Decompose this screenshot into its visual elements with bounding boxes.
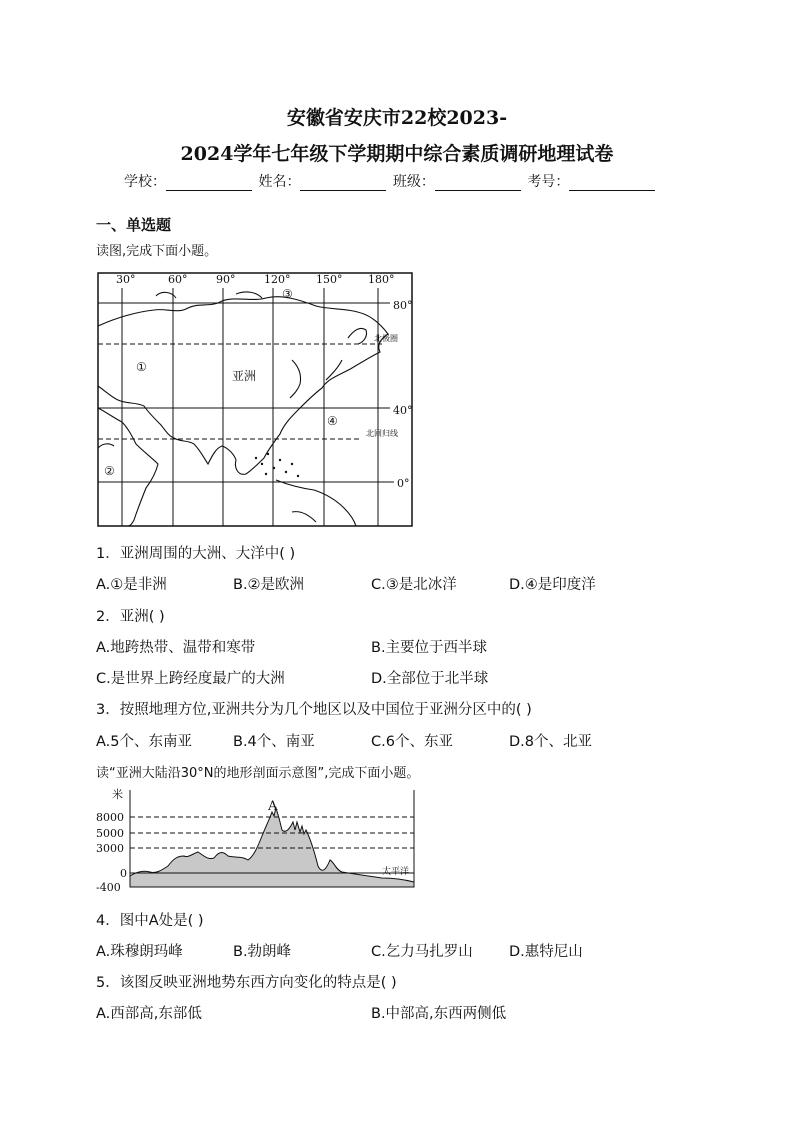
lat-label: 0° bbox=[397, 477, 410, 490]
question-4-stem: 4．图中A处是( ) bbox=[96, 913, 204, 929]
tropic-label: 北回归线 bbox=[366, 429, 398, 438]
profile-y-label: -400 bbox=[96, 881, 121, 894]
number-label: 考号： bbox=[527, 174, 570, 190]
profile-y-label: 3000 bbox=[96, 842, 124, 855]
lon-label: 30° bbox=[116, 273, 136, 286]
section-title: 一、单选题 bbox=[96, 216, 172, 234]
q3-option-a: A.5个、东南亚 bbox=[96, 734, 192, 750]
lon-label: 180° bbox=[368, 273, 395, 286]
lat-label: 80° bbox=[393, 299, 413, 312]
q3-option-c: C.6个、东亚 bbox=[371, 734, 453, 750]
class-label: 班级： bbox=[392, 174, 435, 190]
question-3-stem: 3．按照地理方位,亚洲共分为几个地区以及中国位于亚洲分区中的( ) bbox=[96, 702, 532, 718]
q1-option-d: D.④是印度洋 bbox=[509, 577, 596, 593]
marker-4: ④ bbox=[327, 414, 338, 428]
lat-label: 40° bbox=[393, 404, 413, 417]
q1-option-c: C.③是北冰洋 bbox=[371, 577, 457, 593]
q2-option-b: B.主要位于西半球 bbox=[371, 640, 488, 656]
profile-y-label: 5000 bbox=[96, 827, 124, 840]
q2-option-d: D.全部位于北半球 bbox=[371, 671, 489, 687]
q4-option-d: D.惠特尼山 bbox=[509, 944, 583, 960]
lon-label: 120° bbox=[264, 273, 291, 286]
asia-map bbox=[96, 268, 418, 530]
title-line-1: 安徽省安庆市22校2023- bbox=[286, 107, 508, 129]
name-blank bbox=[300, 176, 386, 191]
q1-option-b: B.②是欧洲 bbox=[233, 577, 305, 593]
q2-option-a: A.地跨热带、温带和寒带 bbox=[96, 640, 256, 656]
q4-option-b: B.勃朗峰 bbox=[233, 944, 292, 960]
asia-label: 亚洲 bbox=[232, 369, 257, 383]
class-blank bbox=[435, 176, 521, 191]
profile-y-label: 8000 bbox=[96, 811, 124, 824]
ocean-label: 太平洋 bbox=[382, 867, 410, 877]
profile-y-label: 0 bbox=[120, 867, 127, 880]
q3-option-d: D.8个、北亚 bbox=[509, 734, 592, 750]
q5-option-b: B.中部高,东西两侧低 bbox=[371, 1006, 507, 1022]
lon-label: 150° bbox=[316, 273, 343, 286]
q3-option-b: B.4个、南亚 bbox=[233, 734, 315, 750]
q1-option-a: A.①是非洲 bbox=[96, 577, 167, 593]
school-label: 学校： bbox=[124, 174, 166, 190]
intro-text-2: 读“亚洲大陆沿30°N的地形剖面示意图”,完成下面小题。 bbox=[96, 766, 420, 781]
title-line-2: 2024学年七年级下学期期中综合素质调研地理试卷 bbox=[180, 143, 614, 165]
marker-2: ② bbox=[104, 464, 115, 478]
school-blank bbox=[166, 176, 252, 191]
lon-label: 90° bbox=[216, 273, 236, 286]
peak-label: A bbox=[268, 799, 278, 814]
q5-option-a: A.西部高,东部低 bbox=[96, 1006, 202, 1022]
marker-3: ③ bbox=[282, 287, 293, 301]
q4-option-c: C.乞力马扎罗山 bbox=[371, 944, 473, 960]
profile-unit: 米 bbox=[112, 788, 123, 801]
q4-option-a: A.珠穆朗玛峰 bbox=[96, 944, 183, 960]
intro-text-1: 读图,完成下面小题。 bbox=[96, 244, 218, 259]
arctic-circle-label: 北极圈 bbox=[374, 334, 398, 343]
number-blank bbox=[569, 176, 655, 191]
question-5-stem: 5．该图反映亚洲地势东西方向变化的特点是( ) bbox=[96, 975, 397, 991]
q2-option-c: C.是世界上跨经度最广的大洲 bbox=[96, 671, 285, 687]
question-1-stem: 1．亚洲周围的大洲、大洋中( ) bbox=[96, 546, 296, 562]
marker-1: ① bbox=[136, 360, 147, 374]
question-2-stem: 2．亚洲( ) bbox=[96, 609, 165, 625]
lon-label: 60° bbox=[168, 273, 188, 286]
terrain-profile bbox=[96, 786, 418, 896]
student-info-row bbox=[124, 171, 657, 191]
name-label: 姓名： bbox=[258, 174, 301, 190]
